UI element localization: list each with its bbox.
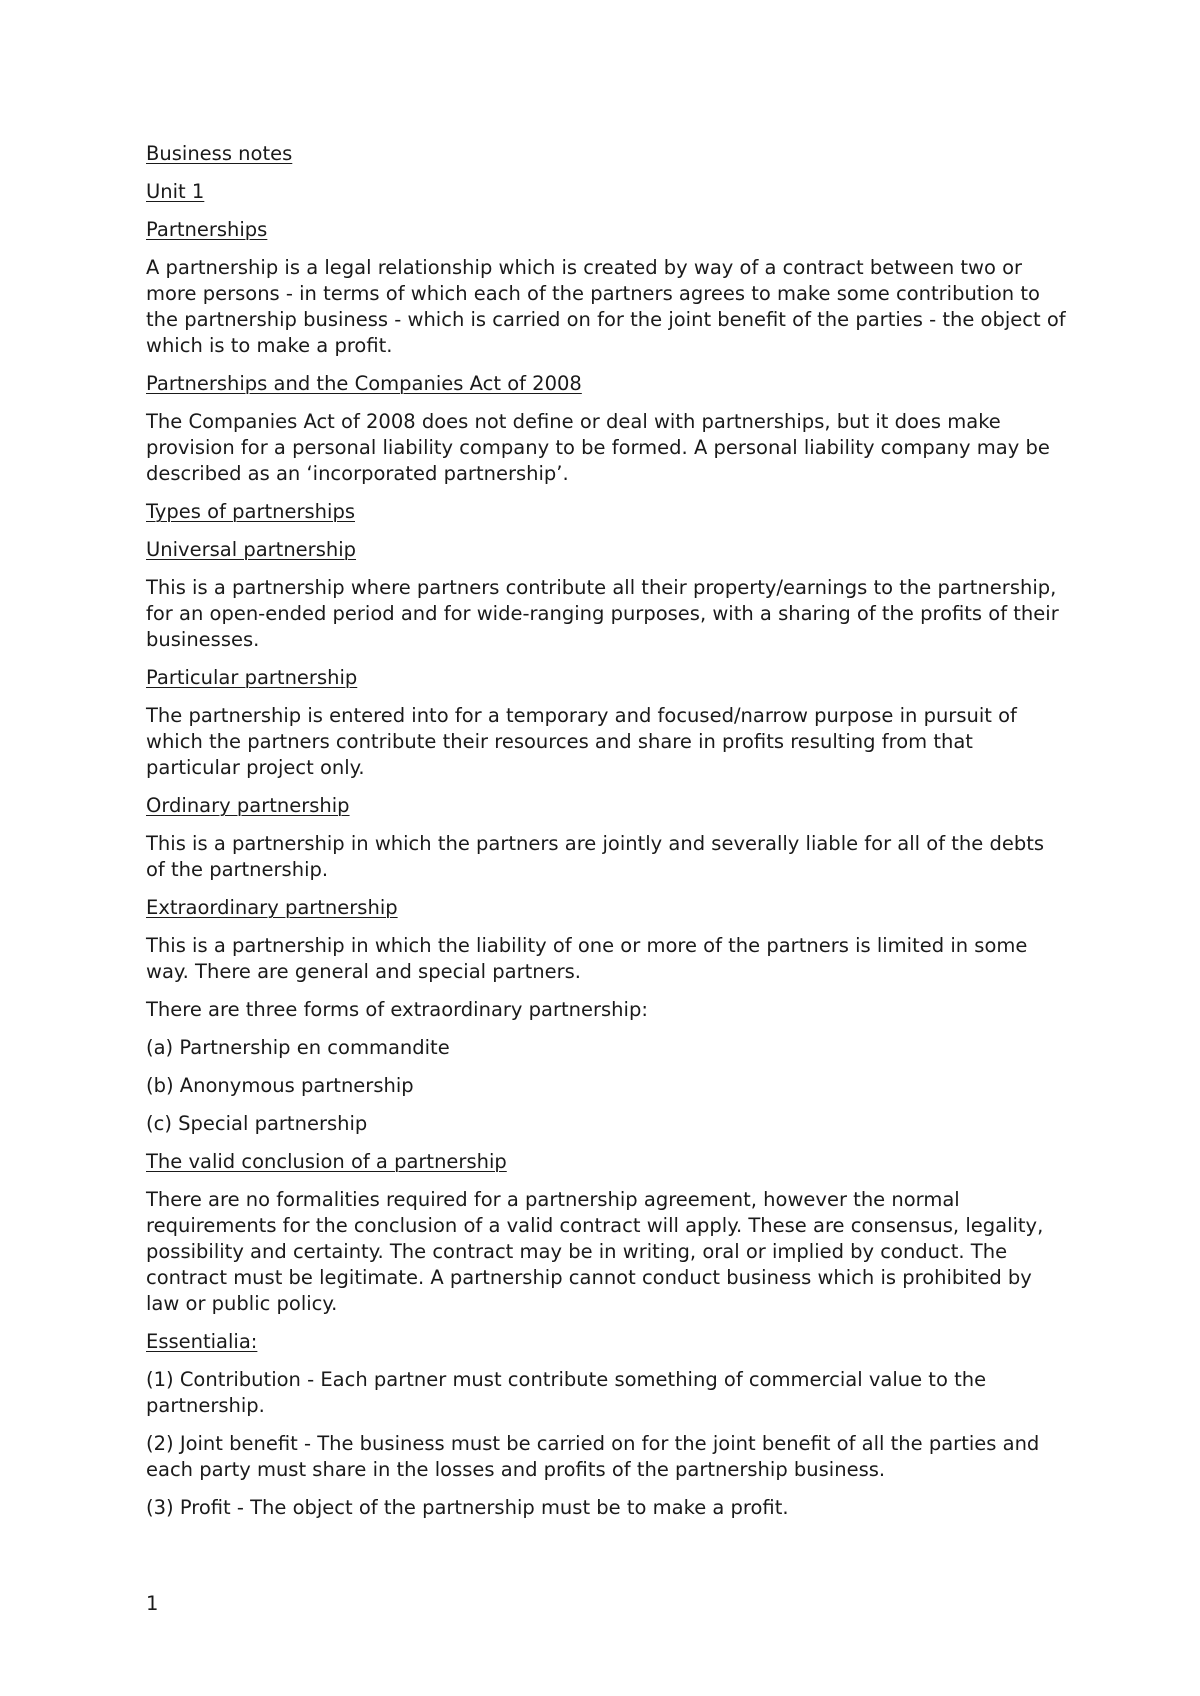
list-item: (3) Profit - The object of the partnership must be to make a profit. [146,1496,789,1519]
paragraph-partnership-definition: A partnership is a legal relationship which is created by way of a contract between two or more persons - in terms of which each of the partners agrees to make some contribution to the partnership business - which is carried on for the joint benefit of the parties - the object of which is to make a profit. [146,256,1066,357]
paragraph-companies-act: The Companies Act of 2008 does not define or deal with partnerships, but it does make provision for a personal liability company to be formed. A personal liability company may be described as an ‘incorporated partnership’. [146,410,1050,485]
list-item: (a) Partnership en commandite [146,1036,450,1059]
page-number: 1 [146,1592,159,1615]
section-heading-valid-conclusion: The valid conclusion of a partnership [146,1150,507,1173]
section-heading-universal: Universal partnership [146,538,357,561]
section-heading-partnerships: Partnerships [146,218,268,241]
section-heading-ordinary: Ordinary partnership [146,794,350,817]
section-heading-companies-act: Partnerships and the Companies Act of 2008 [146,372,582,395]
document-title: Business notes [146,142,293,165]
paragraph-valid-conclusion: There are no formalities required for a partnership agreement, however the normal requirements for the conclusion of a valid contract will apply. These are consensus, legality, possibility and certainty. The contract may be in writing, oral or implied by conduct. The contract must be legitimate. A partnership cannot conduct business which is prohibited by law or public policy. [146,1188,1044,1315]
section-heading-extraordinary: Extraordinary partnership [146,896,398,919]
section-heading-essentialia: Essentialia: [146,1330,258,1353]
unit-heading: Unit 1 [146,180,205,203]
paragraph-extraordinary-forms-intro: There are three forms of extraordinary partnership: [146,998,648,1021]
paragraph-extraordinary: This is a partnership in which the liability of one or more of the partners is limited in some way. There are general and special partners. [146,934,1028,983]
list-item: (2) Joint benefit - The business must be carried on for the joint benefit of all the parties and each party must share in the losses and profits of the partnership business. [146,1432,1040,1481]
paragraph-particular: The partnership is entered into for a temporary and focused/narrow purpose in pursuit of which the partners contribute their resources and share in profits resulting from that particular project only. [146,704,1017,779]
document-body [146,141,1066,1533]
list-item: (b) Anonymous partnership [146,1074,414,1097]
paragraph-ordinary: This is a partnership in which the partners are jointly and severally liable for all of the debts of the partnership. [146,832,1045,881]
paragraph-universal: This is a partnership where partners contribute all their property/earnings to the partnership, for an open-ended period and for wide-ranging purposes, with a sharing of the profits of their businesses. [146,576,1059,651]
list-item: (c) Special partnership [146,1112,368,1135]
section-heading-types: Types of partnerships [146,500,355,523]
section-heading-particular: Particular partnership [146,666,358,689]
list-item: (1) Contribution - Each partner must contribute something of commercial value to the partnership. [146,1368,987,1417]
